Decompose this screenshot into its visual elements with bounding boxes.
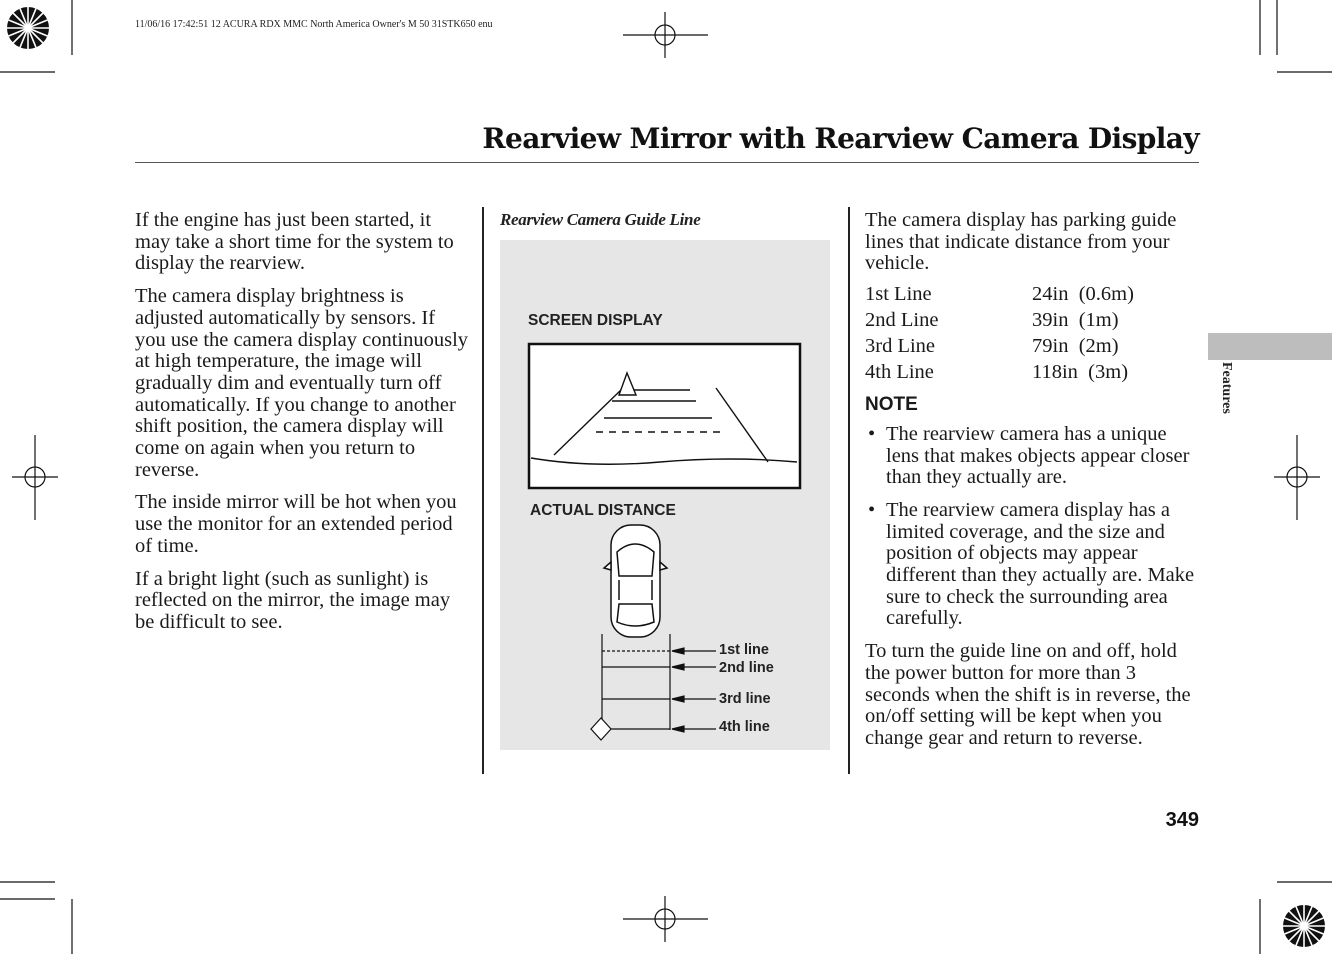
table-row (865, 336, 1134, 362)
closing-paragraph: To turn the guide line on and off, hold the power button for more than 3 seconds when the shift is in reverse, the on/off setting will be kept when you change gear and return to reverse. (865, 640, 1191, 749)
distance-value: 24in (0.6m) (1032, 283, 1134, 306)
distance-value: 39in (1m) (1032, 309, 1119, 332)
right-column (865, 210, 1200, 761)
note-item (865, 424, 1200, 489)
paragraph: The camera display brightness is adjusted automatically by sensors. If you use the camera display continuously at high temperature, the image will gradually dim and eventually turn off automatically. If you change to another shift position, the camera display will come on again when you return to reverse. (135, 285, 469, 481)
paragraph: If a bright light (such as sunlight) is reflected on the mirror, the image may be difficult to see. (135, 567, 451, 633)
intro-paragraph: The camera display has parking guide lines that indicate distance from your vehicle. (865, 209, 1177, 275)
bullet-icon: • (868, 498, 876, 521)
table-row (865, 362, 1134, 388)
screen-display-label: SCREEN DISPLAY (528, 312, 663, 329)
page-number: 349 (1165, 809, 1199, 831)
bullet-icon: • (868, 422, 876, 445)
section-tab-marker (1208, 333, 1332, 360)
note-text: The rearview camera display has a limited coverage, and the size and position of objects may appear different than they actually are. Make sure to check the surrounding area carefully. (886, 498, 1195, 630)
label-4th-line: 4th line (719, 719, 770, 735)
label-1st-line: 1st line (719, 642, 769, 658)
distance-table (865, 284, 1134, 388)
table-row (865, 310, 1134, 336)
distance-line: 2nd Line (865, 309, 939, 332)
note-item (865, 500, 1200, 630)
figure-title: Rearview Camera Guide Line (500, 210, 701, 229)
distance-line: 4th Line (865, 361, 934, 384)
note-text: The rearview camera has a unique lens that makes objects appear closer than they actually are. (886, 422, 1190, 489)
note-heading: NOTE (865, 394, 918, 416)
distance-line: 3rd Line (865, 335, 936, 358)
ground-object-marker (591, 718, 611, 740)
paragraph: If the engine has just been started, it may take a short time for the system to display the rearview. (135, 209, 454, 275)
distance-value: 118in (3m) (1032, 361, 1129, 384)
actual-distance-label: ACTUAL DISTANCE (530, 502, 676, 519)
section-tab-label: Features (1219, 362, 1234, 414)
car-top-view-icon (604, 525, 667, 637)
label-2nd-line: 2nd line (719, 660, 774, 676)
print-header: 11/06/16 17:42:51 12 ACURA RDX MMC North America Owner's M 50 31STK650 enu (135, 19, 493, 30)
distance-line: 1st Line (865, 283, 932, 306)
screen-frame (529, 344, 800, 488)
paragraph: The inside mirror will be hot when you use the monitor for an extended period of time. (135, 491, 457, 557)
page-title: Rearview Mirror with Rearview Camera Display (482, 122, 1199, 155)
label-3rd-line: 3rd line (719, 691, 771, 707)
distance-value: 79in (2m) (1032, 335, 1119, 358)
table-row (865, 284, 1134, 310)
